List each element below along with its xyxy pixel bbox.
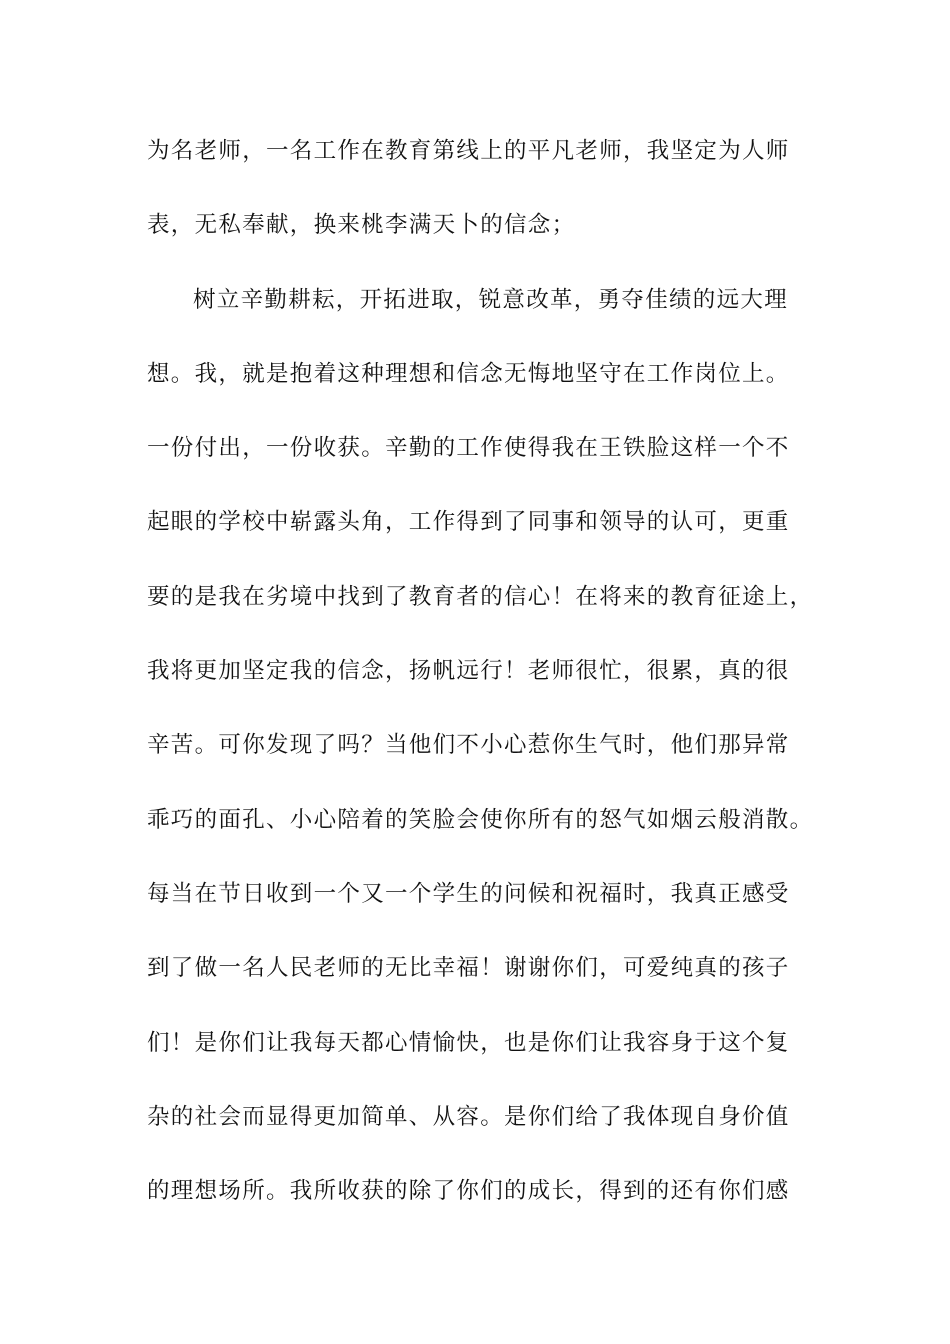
text-line: 想。我，就是抱着这种理想和信念无悔地坚守在工作岗位上。 (147, 360, 790, 387)
text-line: 辛苦。可你发现了吗？当他们不小心惹你生气时，他们那异常 (147, 732, 790, 759)
text-line: 表，无私奉献，换来桃李满天卜的信念； (147, 212, 576, 239)
text-line: 们！是你们让我每天都心情愉快，也是你们让我容身于这个复 (147, 1029, 790, 1056)
body-text (147, 128, 814, 1242)
text-line: 的理想场所。我所收获的除了你们的成长，得到的还有你们感 (147, 1178, 790, 1205)
text-line: 起眼的学校中崭露头角，工作得到了同事和领导的认可，更重 (147, 509, 790, 536)
text-line: 为名老师，一名工作在教育第线上的平凡老师，我坚定为人师 (147, 138, 790, 164)
paragraph-first-line: 树立辛勤耕耘，开拓进取，锐意改革，勇夺佳绩的远大理 (193, 286, 789, 313)
text-line: 要的是我在劣境中找到了教育者的信心！在将来的教育征途上， (147, 583, 814, 610)
text-line: 每当在节日收到一个又一个学生的问候和祝福时，我真正感受 (147, 880, 790, 907)
text-line: 乖巧的面孔、小心陪着的笑脸会使你所有的怒气如烟云般消散。 (147, 806, 814, 833)
text-line: 我将更加坚定我的信念，扬帆远行！老师很忙，很累，真的很 (147, 658, 790, 685)
text-line: 一份付出，一份收获。辛勤的工作使得我在王铁脸这样一个不 (147, 435, 790, 462)
text-line: 到了做一名人民老师的无比幸福！谢谢你们，可爱纯真的孩子 (147, 955, 790, 982)
text-line: 杂的社会而显得更加简单、从容。是你们给了我体现自身价值 (147, 1103, 790, 1130)
